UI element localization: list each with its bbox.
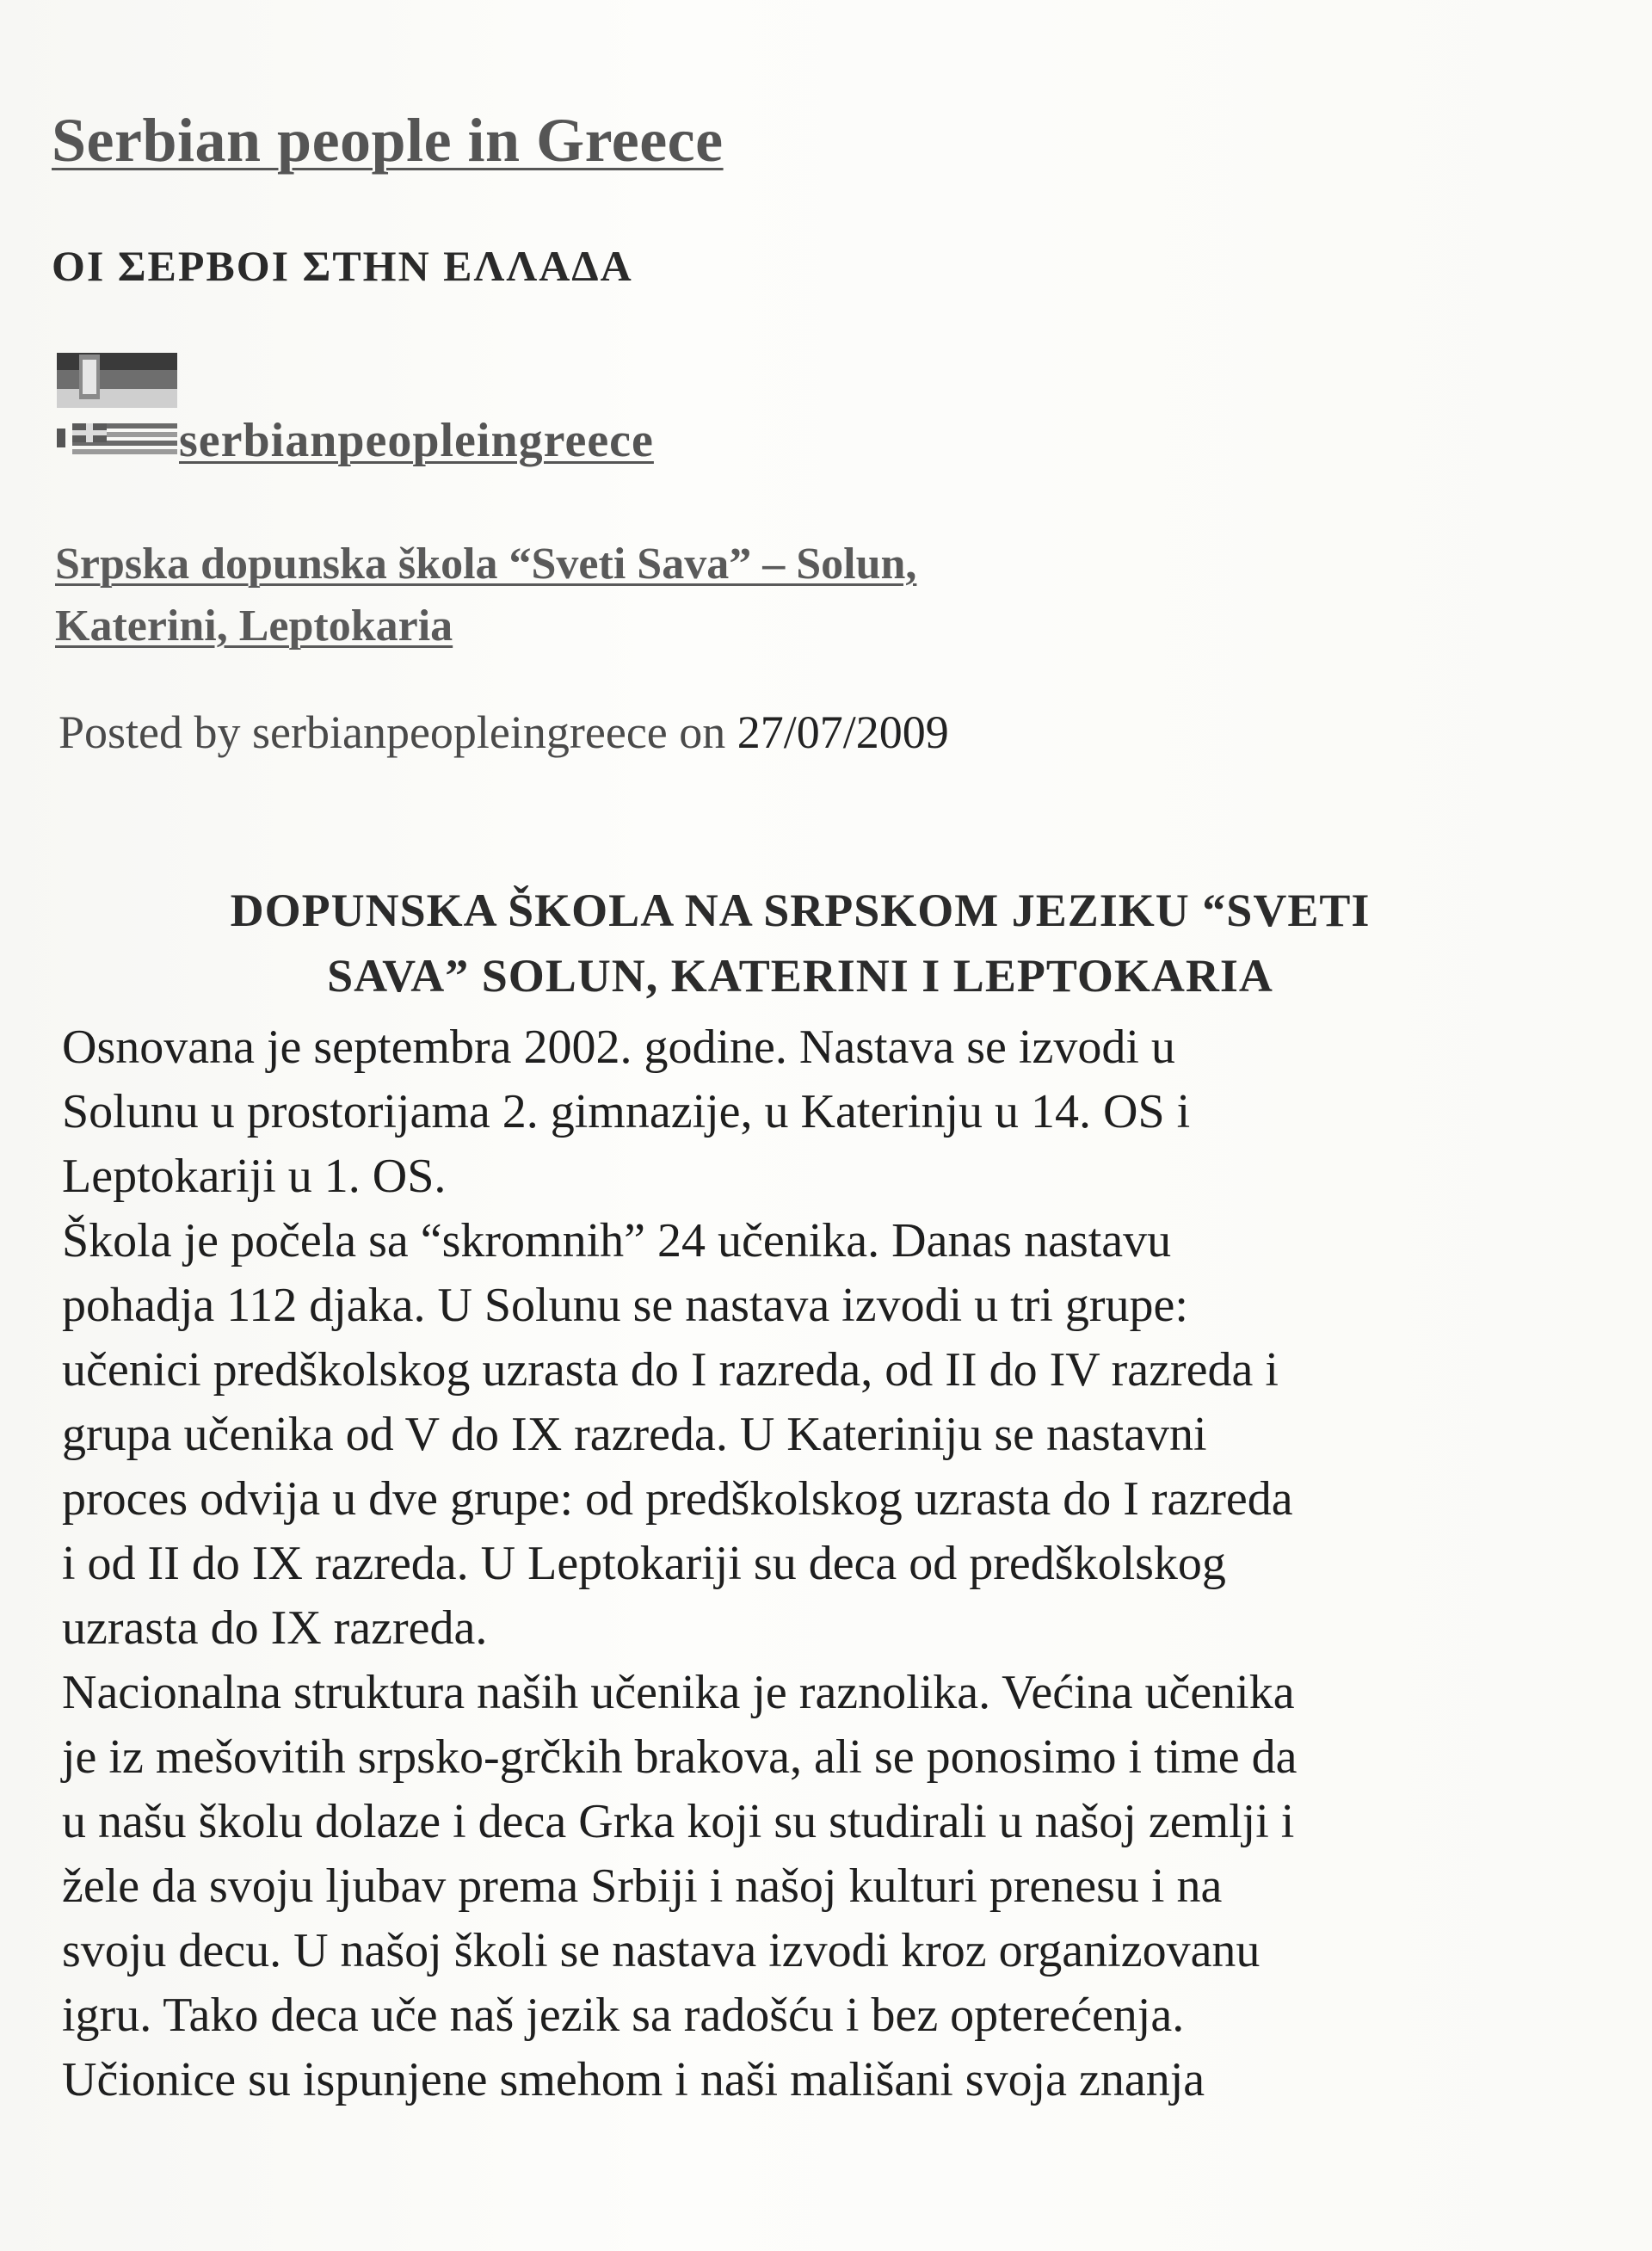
post-date: 27/07/2009 [737, 706, 949, 758]
post-title-line: Srpska dopunska škola “Sveti Sava” – Solun, [55, 540, 917, 589]
article-heading-line: DOPUNSKA ŠKOLA NA SRPSKOM JEZIKU “SVETI [230, 885, 1371, 936]
post-title-line: Katerini, Leptokaria [55, 601, 453, 651]
body-line: u našu školu dolaze i deca Grka koji su studirali u našoj zemlji i [62, 1795, 1295, 1848]
article-heading-line: SAVA” SOLUN, KATERINI I LEPTOKARIA [327, 950, 1273, 1002]
blog-name-link[interactable]: serbianpeopleingreece [179, 414, 654, 467]
article-heading [77, 878, 1523, 1008]
body-line: učenici predškolskog uzrasta do I razreda, od II do IV razreda i [62, 1343, 1279, 1397]
body-line: je iz mešovitih srpsko-grčkih brakova, ali se ponosimo i time da [62, 1730, 1298, 1784]
site-title[interactable]: Serbian people in Greece [52, 106, 724, 175]
body-line: igru. Tako deca uče naš jezik sa radošću i bez opterećenja. [62, 1989, 1185, 2042]
body-line: Leptokariji u 1. OS. [62, 1150, 447, 1203]
post-meta-author: Posted by serbianpeopleingreece on [59, 706, 726, 758]
body-line: proces odvija u dve grupe: od predškolskog uzrasta do I razreda [62, 1472, 1293, 1526]
body-line: Škola je počela sa “skromnih” 24 učenika. Danas nastavu [62, 1214, 1172, 1267]
body-line: žele da svoju ljubav prema Srbiji i našoj kulturi prenesu i na [62, 1859, 1223, 1913]
body-line: pohadja 112 djaka. U Solunu se nastava izvodi u tri grupe: [62, 1279, 1188, 1332]
body-line: i od II do IX razreda. U Leptokariji su deca od predškolskog [62, 1537, 1226, 1590]
body-line: Solunu u prostorijama 2. gimnazije, u Katerinju u 14. OS i [62, 1085, 1191, 1138]
body-line: Učionice su ispunjene smehom i naši mališani svoja znanja [62, 2053, 1205, 2106]
body-line: uzrasta do IX razreda. [62, 1601, 488, 1655]
body-line: Osnovana je septembra 2002. godine. Nastava se izvodi u [62, 1021, 1175, 1074]
greek-subtitle: ΟΙ ΣΕΡΒΟΙ ΣΤΗΝ ΕΛΛΑΔΑ [52, 242, 633, 290]
serbia-greece-flag-icon [57, 348, 177, 465]
body-line: grupa učenika od V do IX razreda. U Kateriniju se nastavni [62, 1408, 1207, 1461]
post-title-link[interactable] [55, 533, 1191, 657]
post-meta [59, 706, 949, 759]
body-line: Nacionalna struktura naših učenika je raznolika. Većina učenika [62, 1666, 1295, 1719]
article-body [62, 1015, 1585, 2112]
body-line: svoju decu. U našoj školi se nastava izvodi kroz organizovanu [62, 1924, 1261, 1977]
